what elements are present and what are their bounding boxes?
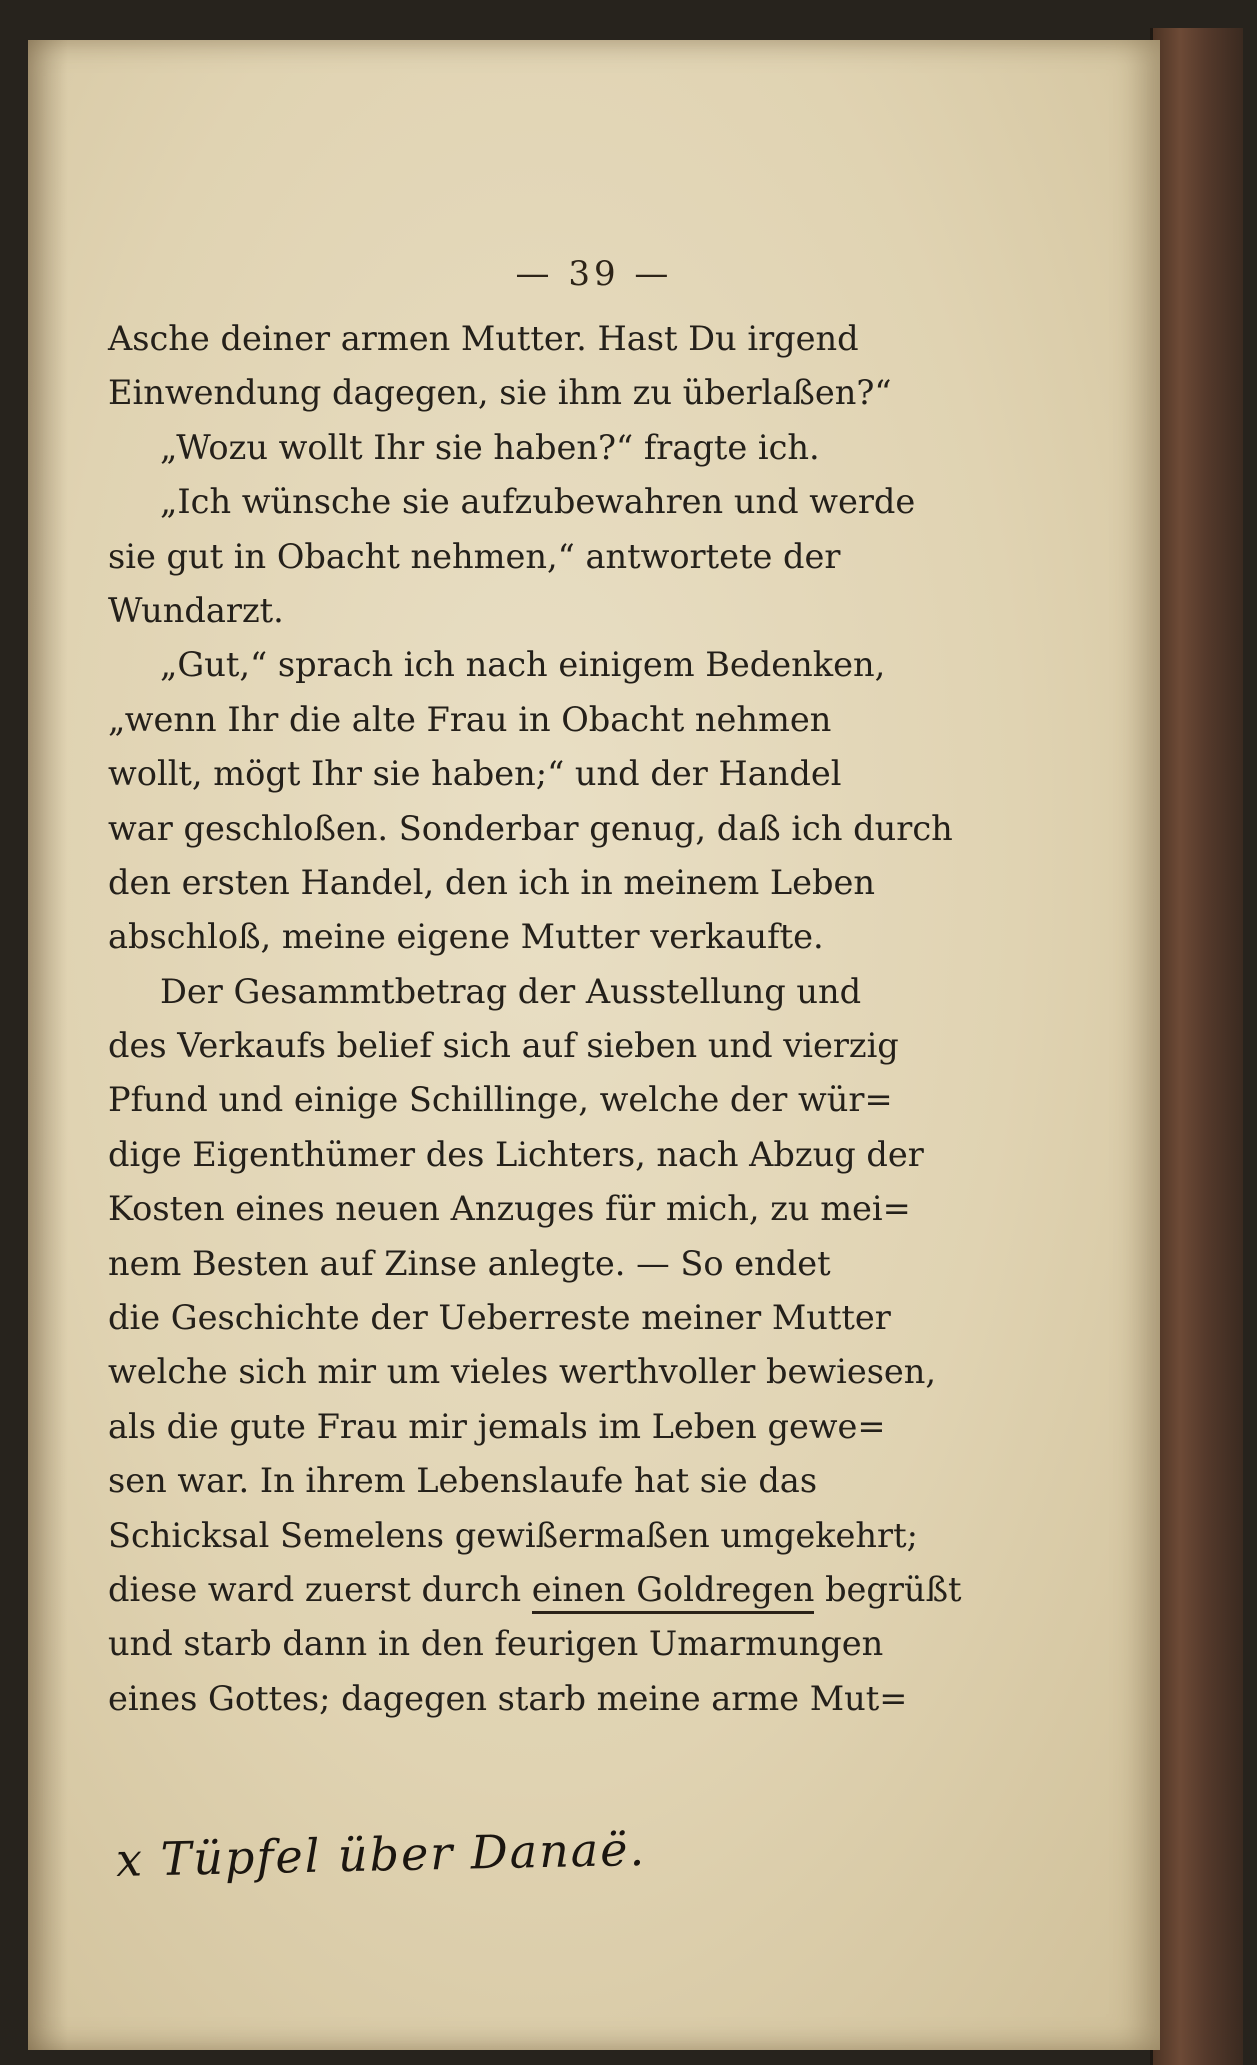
text-line: wollt, mögt Ihr sie haben;“ und der Handel <box>108 754 842 794</box>
text-line: den ersten Handel, den ich in meinem Leben <box>108 862 876 902</box>
text-line: sie gut in Obacht nehmen,“ antwortete der <box>108 536 841 576</box>
text-line: Asche deiner armen Mutter. Hast Du irgend <box>108 319 859 358</box>
handwritten-annotation: x Tüpfel über Danaë. <box>115 1821 647 1887</box>
text-line: und starb dann in den feurigen Umarmungen <box>108 1624 884 1664</box>
text-line: abschloß, meine eigene Mutter verkaufte. <box>108 917 824 957</box>
text-line-underlined <box>108 1563 962 1617</box>
text-line: als die gute Frau mir jemals im Leben gewe= <box>108 1406 886 1446</box>
text-line: Wundarzt. <box>108 590 284 630</box>
text-line: sen war. In ihrem Lebenslaufe hat sie das <box>108 1461 818 1501</box>
text-line: Pfund und einige Schillinge, welche der wür= <box>108 1080 893 1120</box>
text-line: des Verkaufs belief sich auf sieben und vierzig <box>108 1026 899 1066</box>
text-line: nem Besten auf Zinse anlegte. — So endet <box>108 1243 831 1283</box>
page-sheet <box>28 40 1160 2050</box>
text-span: diese ward zuerst durch <box>108 1569 532 1609</box>
text-line: Einwendung dagegen, sie ihm zu überlaßen?“ <box>108 373 892 413</box>
text-line: „wenn Ihr die alte Frau in Obacht nehmen <box>108 699 832 739</box>
text-line: Der Gesammtbetrag der Ausstellung und <box>160 971 862 1011</box>
book-cover-edge <box>1150 28 1243 2065</box>
text-span: begrüßt <box>814 1569 962 1609</box>
text-line: Kosten eines neuen Anzuges für mich, zu mei= <box>108 1189 911 1229</box>
text-line: welche sich mir um vieles werthvoller bewiesen, <box>108 1352 937 1392</box>
text-line: „Gut,“ sprach ich nach einigem Bedenken, <box>160 645 886 685</box>
underlined-phrase: einen Goldregen <box>532 1570 815 1614</box>
page-number-header: — 39 — <box>515 254 673 294</box>
text-line: war geschloßen. Sonderbar genug, daß ich durch <box>108 808 953 848</box>
text-line: „Wozu wollt Ihr sie haben?“ fragte ich. <box>160 427 820 467</box>
text-line: Schicksal Semelens gewißermaßen umgekehrt; <box>108 1515 918 1555</box>
text-line: dige Eigenthümer des Lichters, nach Abzug der <box>108 1134 924 1174</box>
text-line: „Ich wünsche sie aufzubewahren und werde <box>160 482 916 522</box>
text-line: eines Gottes; dagegen starb meine arme Mut= <box>108 1678 908 1718</box>
body-text <box>108 312 962 1726</box>
text-line: die Geschichte der Ueberreste meiner Mutter <box>108 1298 891 1338</box>
